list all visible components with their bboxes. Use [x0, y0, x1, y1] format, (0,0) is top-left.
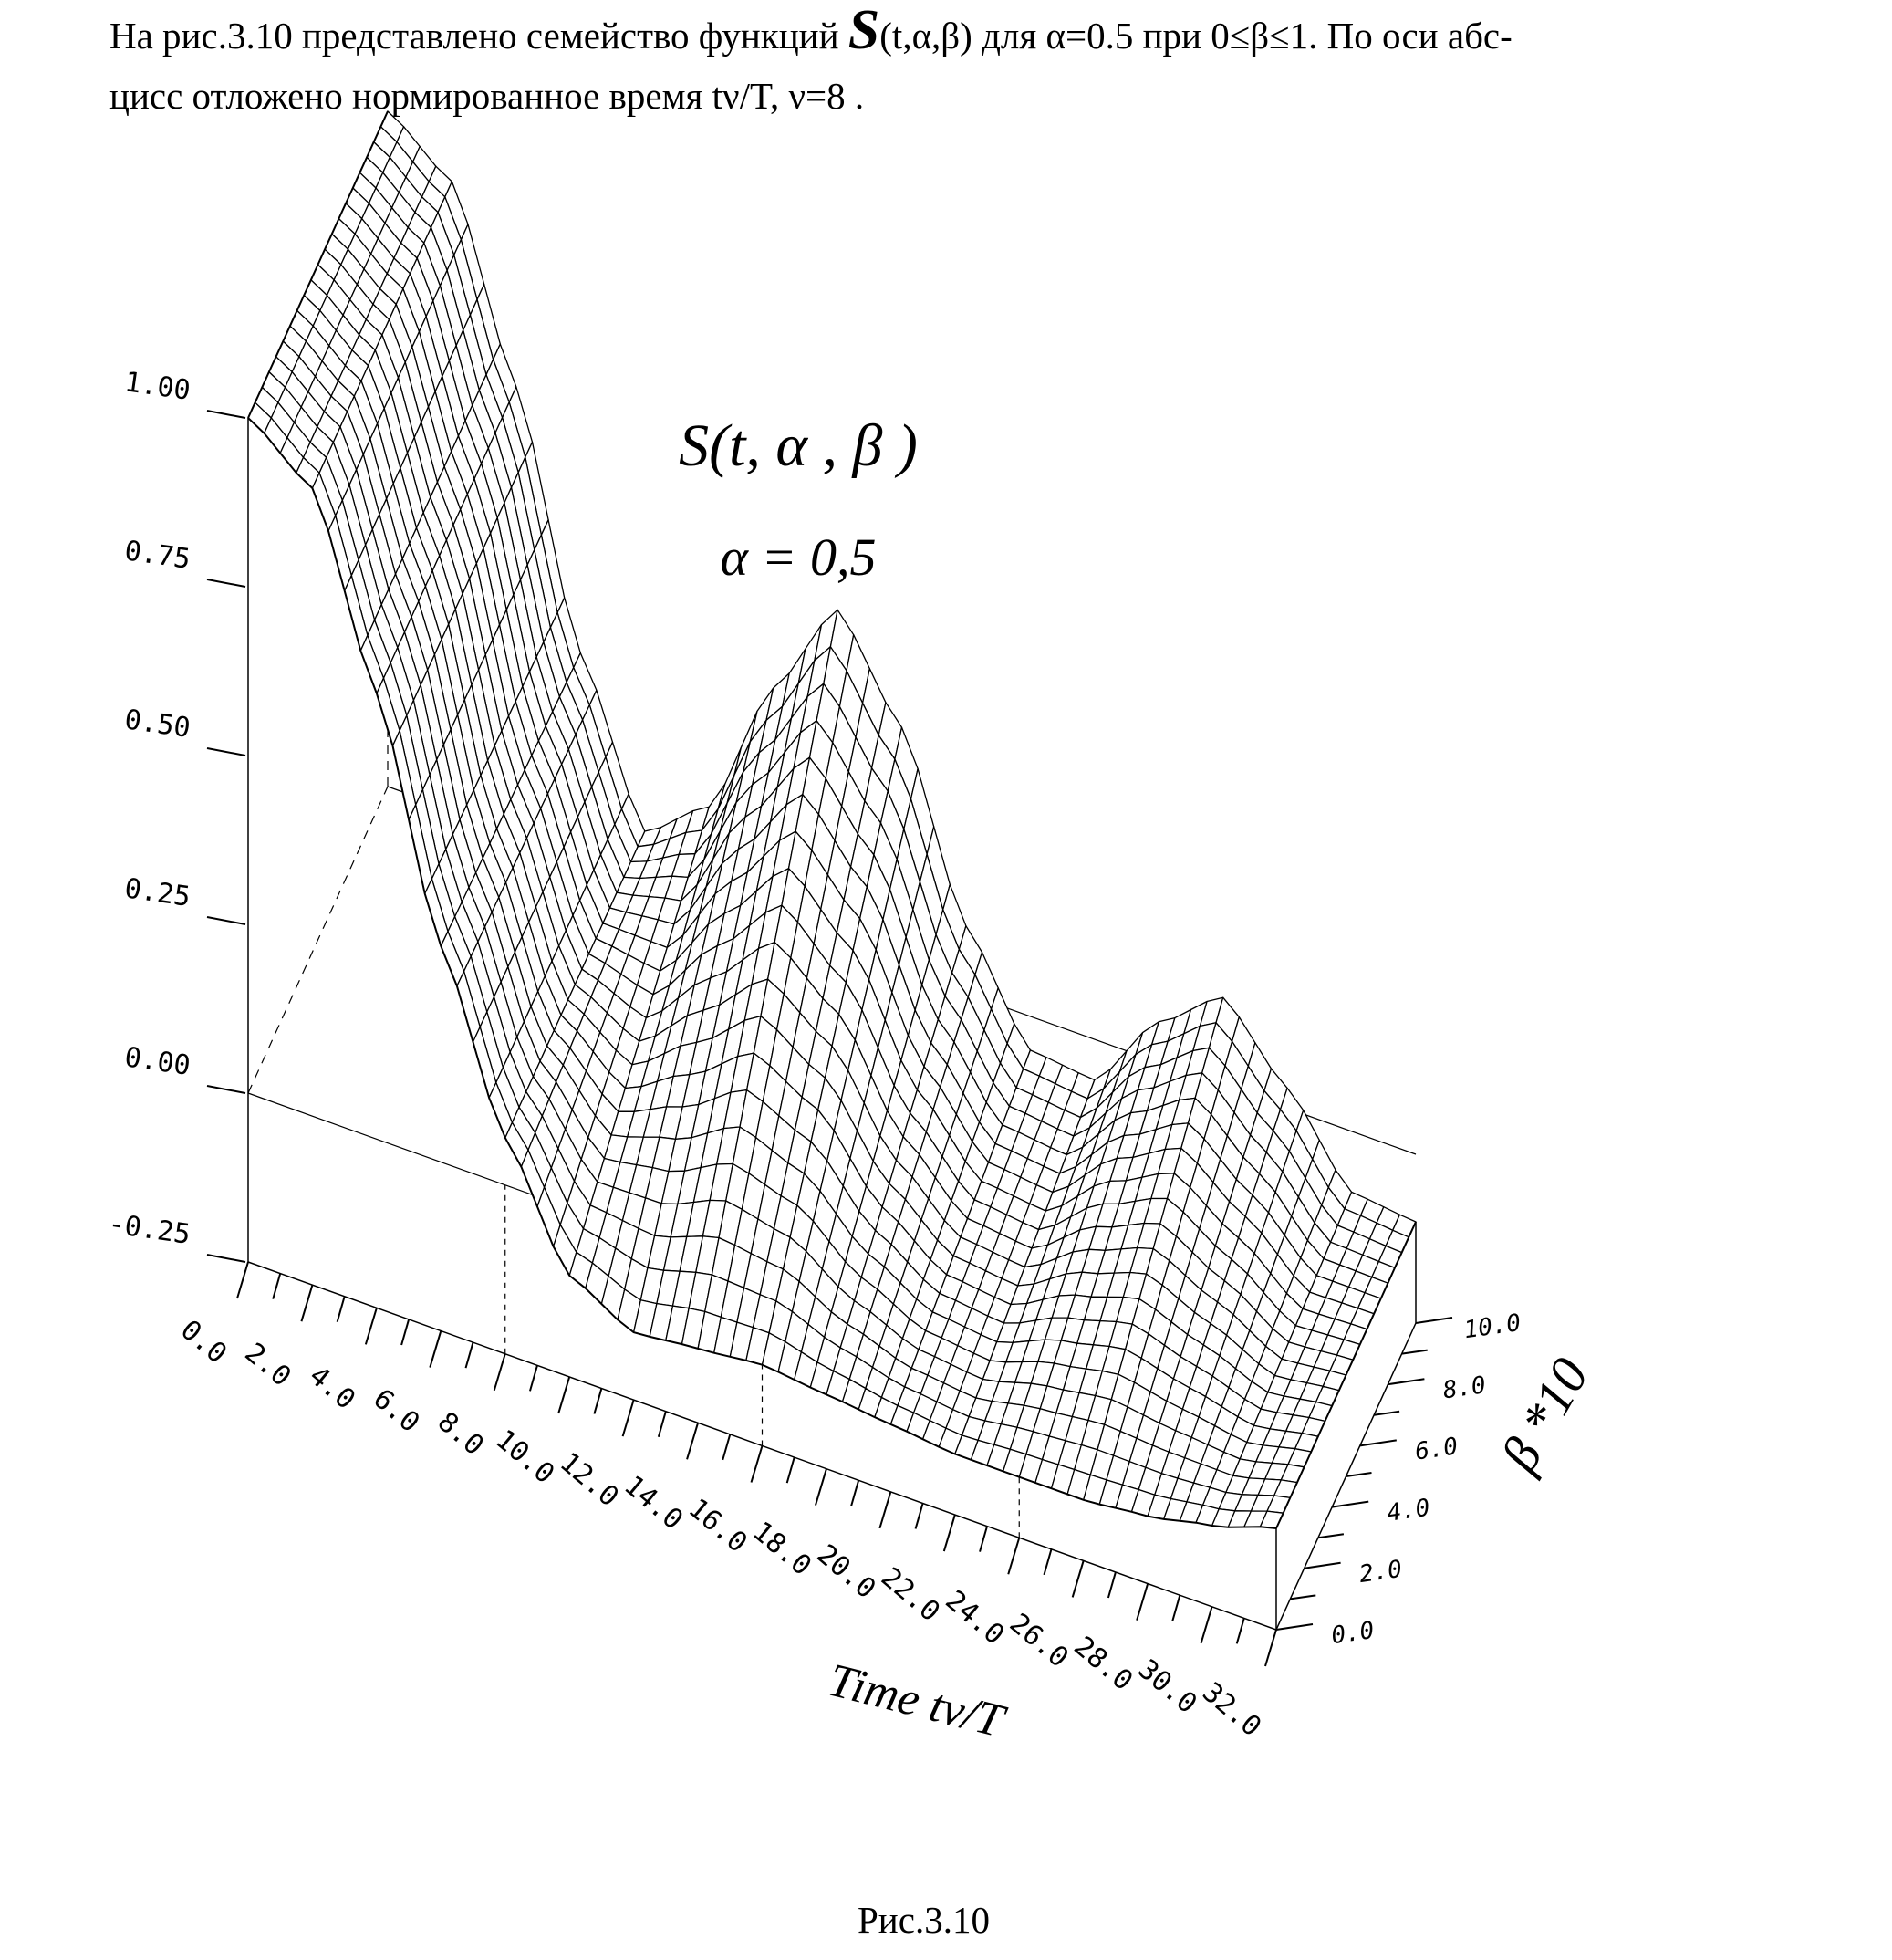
plot-title: S(t, α , β ) [679, 412, 918, 479]
z-tick-mark [207, 748, 245, 756]
x-tick-mark [687, 1423, 698, 1459]
z-tick-mark [207, 1086, 245, 1093]
x-minor-tick [1172, 1595, 1180, 1621]
caption-line-2: цисс отложено нормированное время tν/T, ν=8 . [109, 75, 865, 117]
x-tick-label: 32.0 [1196, 1676, 1268, 1744]
x-minor-tick [916, 1503, 923, 1528]
x-tick-mark [558, 1377, 569, 1413]
x-minor-tick [1044, 1549, 1051, 1575]
x-tick-mark [816, 1469, 826, 1506]
x-tick-mark [366, 1308, 377, 1344]
x-tick-label: 2.0 [238, 1337, 297, 1393]
z-tick-label: 0.50 [122, 704, 192, 745]
x-tick-mark [752, 1446, 763, 1483]
plot-subtitle: α = 0,5 [720, 527, 877, 587]
z-tick-label: 0.25 [122, 872, 192, 913]
beta-tick-label: 6.0 [1413, 1433, 1461, 1466]
x-tick-mark [430, 1331, 441, 1368]
beta-tick-mark [1416, 1318, 1452, 1323]
x-tick-label: 14.0 [618, 1469, 690, 1537]
x-tick-label: 24.0 [939, 1584, 1011, 1652]
x-tick-label: 10.0 [489, 1423, 561, 1491]
beta-minor-tick [1290, 1595, 1315, 1599]
beta-tick-mark [1332, 1502, 1368, 1507]
x-axis-title: Time tν/T [823, 1653, 1009, 1748]
x-minor-tick [530, 1365, 537, 1391]
x-minor-tick [594, 1389, 601, 1414]
x-tick-label: 22.0 [874, 1561, 946, 1629]
figure-label: Рис.3.10 [858, 1899, 990, 1941]
x-minor-tick [466, 1342, 473, 1368]
beta-zero-back [248, 787, 388, 1093]
x-tick-label: 12.0 [553, 1446, 625, 1514]
x-tick-label: 18.0 [746, 1515, 817, 1583]
x-tick-mark [1008, 1538, 1019, 1574]
beta-tick-mark [1276, 1624, 1313, 1630]
caption-function-symbol: S [847, 0, 880, 61]
caption-line-1-b: (t,α,β) для α=0.5 при 0≤β≤1. По оси абс- [879, 15, 1513, 57]
x-tick-label: 28.0 [1067, 1630, 1139, 1697]
x-tick-label: 30.0 [1131, 1652, 1203, 1721]
x-minor-tick [1237, 1618, 1244, 1643]
z-tick-label: -0.25 [106, 1207, 192, 1251]
beta-minor-tick [1402, 1350, 1428, 1354]
x-tick-label: 26.0 [1003, 1607, 1075, 1674]
z-tick-mark [207, 579, 245, 587]
surface-layer [248, 111, 1416, 1528]
x-tick-label: 4.0 [302, 1360, 361, 1416]
x-tick-label: 8.0 [431, 1405, 490, 1463]
x-tick-mark [623, 1400, 634, 1436]
x-tick-label: 0.0 [174, 1313, 234, 1371]
x-tick-mark [1265, 1630, 1276, 1666]
x-tick-mark [494, 1354, 505, 1391]
x-minor-tick [787, 1457, 795, 1483]
x-tick-mark [301, 1285, 312, 1321]
beta-tick-label: 10.0 [1461, 1308, 1523, 1345]
x-minor-tick [659, 1412, 666, 1437]
beta-minor-tick [1346, 1473, 1372, 1476]
x-tick-mark [879, 1492, 890, 1528]
beta-tick-label: 4.0 [1385, 1494, 1432, 1527]
beta-axis-title: β *10 [1489, 1348, 1600, 1481]
x-tick-label: 20.0 [810, 1538, 882, 1606]
caption-line-1-a: На рис.3.10 представлено семейство функций [109, 15, 848, 57]
x-tick-mark [1073, 1560, 1084, 1597]
beta-tick-label: 8.0 [1440, 1371, 1488, 1405]
z-tick-mark [207, 411, 245, 418]
z-tick-mark [207, 917, 245, 924]
beta-tick-label: 2.0 [1357, 1555, 1404, 1590]
beta-minor-tick [1318, 1534, 1344, 1538]
x-minor-tick [722, 1434, 730, 1460]
z-tick-label: 1.00 [122, 366, 192, 407]
x-tick-mark [944, 1515, 955, 1551]
beta-tick-label: 0.0 [1329, 1616, 1377, 1651]
x-minor-tick [1108, 1572, 1116, 1598]
z-tick-label: 0.75 [122, 535, 192, 576]
beta-minor-tick [1374, 1412, 1399, 1415]
x-tick-mark [237, 1262, 248, 1298]
beta-tick-mark [1360, 1440, 1397, 1445]
x-minor-tick [980, 1527, 987, 1552]
x-tick-mark [1137, 1584, 1148, 1621]
x-minor-tick [273, 1274, 280, 1299]
beta-tick-mark [1388, 1379, 1424, 1384]
beta-tick-mark [1305, 1563, 1341, 1569]
x-minor-tick [338, 1297, 345, 1322]
x-tick-label: 6.0 [367, 1382, 426, 1440]
x-minor-tick [851, 1480, 858, 1506]
x-minor-tick [401, 1319, 409, 1345]
z-tick-mark [207, 1255, 245, 1262]
x-tick-label: 16.0 [681, 1492, 754, 1559]
x-tick-mark [1201, 1607, 1212, 1643]
z-tick-label: 0.00 [122, 1041, 192, 1082]
